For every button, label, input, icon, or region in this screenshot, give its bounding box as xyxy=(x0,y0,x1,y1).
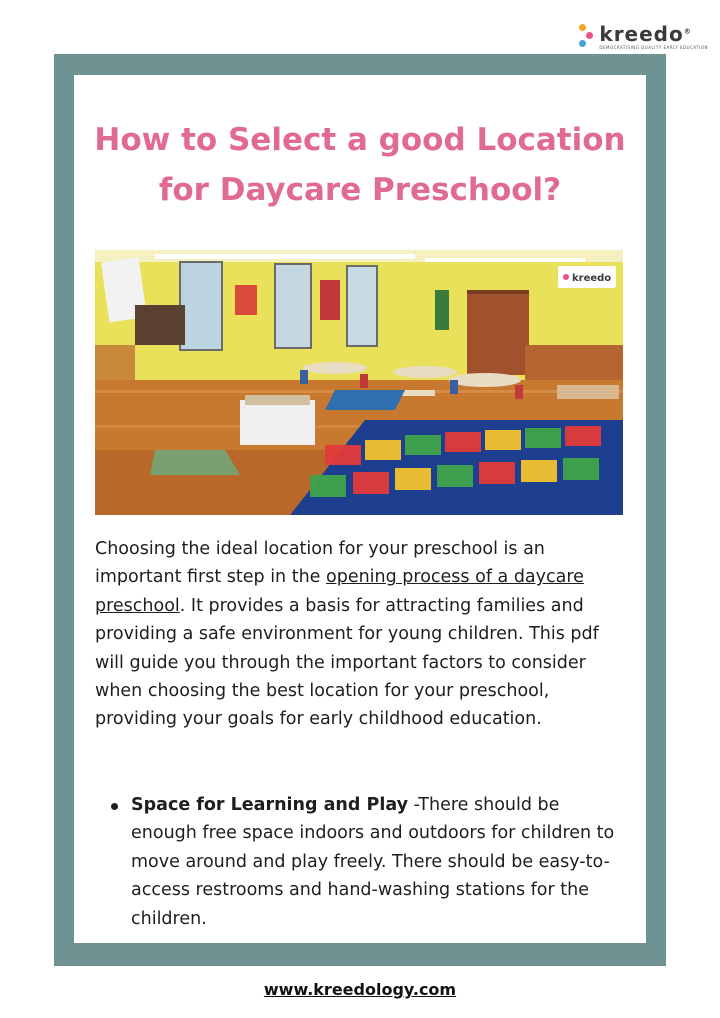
classroom-photo xyxy=(95,250,623,515)
footer xyxy=(0,980,720,999)
brand-logo xyxy=(577,20,708,54)
brand-name: kreedo® xyxy=(599,22,692,46)
photo-watermark: kreedo xyxy=(572,273,612,284)
content-card xyxy=(74,75,646,943)
factor-list xyxy=(95,791,615,933)
brand-tagline: DEMOCRATISING QUALITY EARLY EDUCATION xyxy=(599,45,708,50)
opening-process-link[interactable]: opening process of a daycare preschool xyxy=(95,567,584,616)
page-title xyxy=(74,115,646,215)
page-frame xyxy=(54,54,666,966)
bullet-heading: Space for Learning and Play xyxy=(131,795,409,815)
bullet-icon xyxy=(111,803,118,810)
intro-paragraph: Choosing the ideal location for your preschool is an important first step in the opening process of a daycare preschool. It provides a basis for attracting families and providing a safe environment for young children. This pdf will guide you through the important factors to consider when choosing the best location for your preschool, providing your goals for early childhood education. xyxy=(95,539,599,730)
logo-mark-icon xyxy=(577,24,595,50)
title-line-2: for Daycare Preschool? xyxy=(158,172,562,208)
bullet-text: -There should be enough free space indoors and outdoors for children to move around and play freely. There should be easy-to-access restrooms and hand-washing stations for the children. xyxy=(131,795,615,929)
list-item xyxy=(95,791,615,933)
website-link[interactable]: www.kreedology.com xyxy=(263,980,457,999)
title-line-1: How to Select a good Location xyxy=(94,122,626,158)
